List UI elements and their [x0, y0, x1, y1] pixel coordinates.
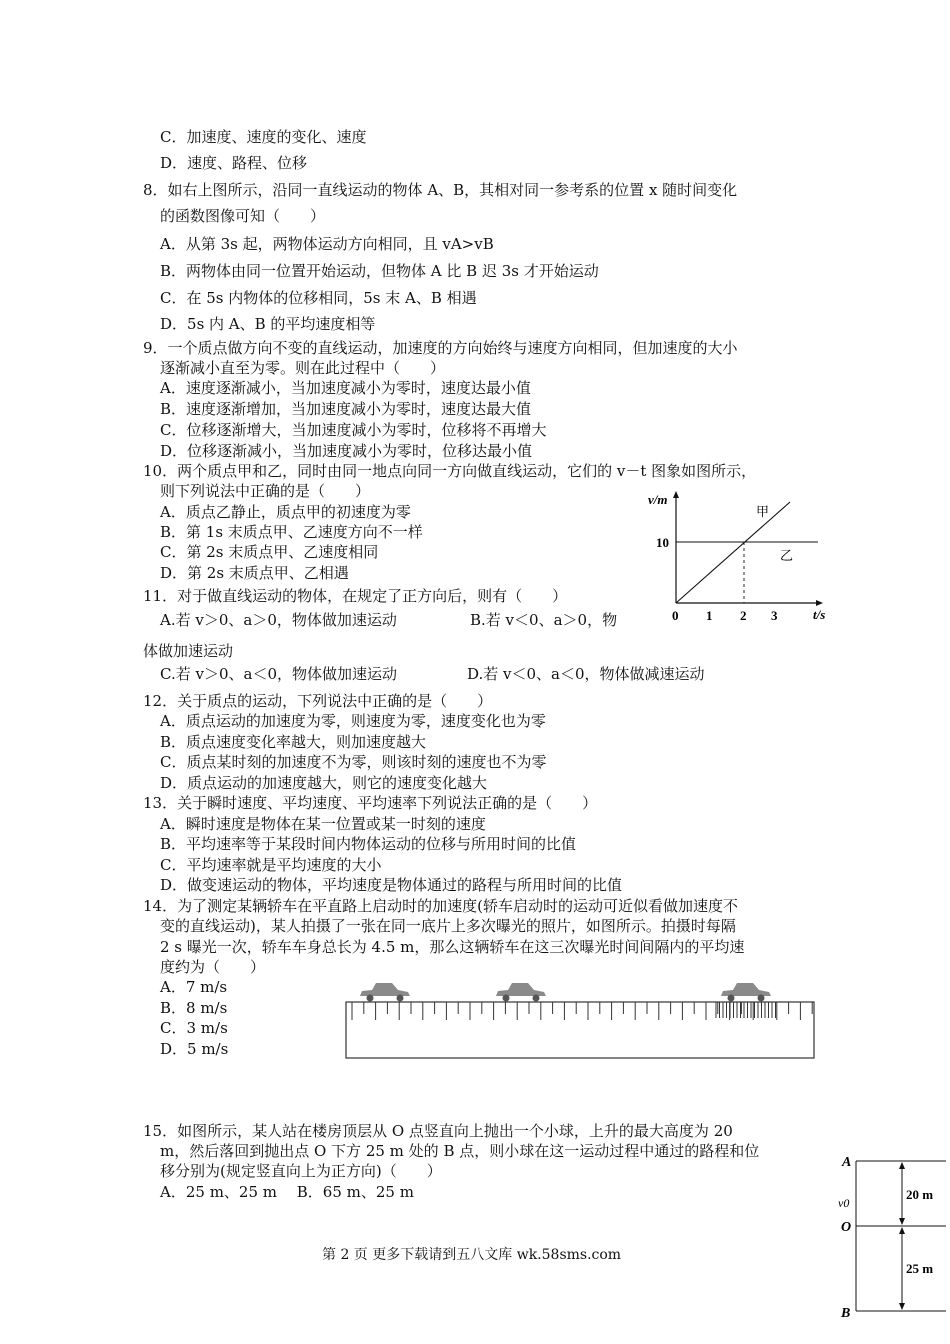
q11-option-b-cont: 体做加速运动 — [143, 642, 234, 660]
q10-stem-line1: 10．两个质点甲和乙，同时由同一地点向同一方向做直线运动，它们的 v－t 图象如图所示， — [143, 462, 757, 480]
q10-option-a: A．质点乙静止，质点甲的初速度为零 — [160, 503, 411, 521]
q14-car-2 — [496, 983, 546, 1002]
q15-label-b: B — [841, 1306, 851, 1321]
q10-option-c: C．第 2s 末质点甲、乙速度相同 — [160, 543, 379, 561]
q9-stem-line2: 逐渐减小直至为零。则在此过程中（ ） — [160, 359, 446, 377]
q10-x-tick-2: 2 — [740, 608, 747, 623]
q10-x-tick-1: 1 — [706, 608, 713, 623]
q13-stem: 13．关于瞬时速度、平均速度、平均速率下列说法正确的是（ ） — [143, 794, 598, 812]
q9-stem-line1: 9．一个质点做方向不变的直线运动，加速度的方向始终与速度方向相同，但加速度的大小 — [143, 339, 738, 357]
q9-option-b: B．速度逐渐增加，当加速度减小为零时，速度达最大值 — [160, 400, 532, 418]
q14-ruler-ticks — [352, 1002, 812, 1020]
q15-stem-line2: m，然后落回到抛出点 O 下方 25 m 处的 B 点，则小球在这一运动过程中通过的路程和位 — [160, 1142, 760, 1160]
q14-stem-line1: 14．为了测定某辆轿车在平直路上启动时的加速度(轿车启动时的运动可近似看做加速度不 — [143, 897, 738, 915]
q10-x-tick-3: 3 — [771, 608, 778, 623]
q10-y-axis-label: v/m — [648, 492, 668, 507]
q8-stem-line1: 8．如右上图所示，沿同一直线运动的物体 A、B，其相对同一参考系的位置 x 随时间变化 — [143, 181, 738, 199]
q15-dim-bottom-arrow-up — [899, 1227, 905, 1234]
q10-vt-graph — [640, 490, 840, 625]
q15-label-v0: v0 — [838, 1196, 850, 1210]
q10-y-tick-10: 10 — [656, 535, 669, 550]
q10-x-axis-label: t/s — [813, 607, 826, 622]
q9-option-a: A．速度逐渐减小，当加速度减小为零时，速度达最小值 — [160, 379, 531, 397]
q14-car-3 — [721, 983, 771, 1002]
q8-stem-line2: 的函数图像可知（ ） — [160, 207, 326, 225]
q13-option-b: B．平均速率等于某段时间内物体运动的位移与所用时间的比值 — [160, 835, 577, 853]
q15-dim-top-arrow-down — [899, 1218, 905, 1225]
q8-option-a: A．从第 3s 起，两物体运动方向相同，且 vA>vB — [160, 235, 494, 253]
q15-height-figure — [830, 1150, 948, 1325]
q14-stem-line2: 变的直线运动)，某人拍摄了一张在同一底片上多次曝光的照片，如图所示。拍摄时每隔 — [160, 917, 736, 935]
prev-option-c: C．加速度、速度的变化、速度 — [160, 128, 367, 146]
q14-option-a: A．7 m/s — [160, 978, 228, 996]
q8-option-c: C．在 5s 内物体的位移相同，5s 末 A、B 相遇 — [160, 289, 477, 307]
q15-dist-bottom: 25 m — [906, 1261, 934, 1276]
q11-option-c: C.若 v＞0、a＜0，物体做加速运动 — [160, 665, 397, 683]
q10-series-yi-label: 乙 — [780, 548, 794, 563]
q12-stem: 12．关于质点的运动，下列说法中正确的是（ ） — [143, 692, 493, 710]
q15-options-ab: A．25 m、25 m B．65 m、25 m — [160, 1183, 414, 1201]
q12-option-c: C．质点某时刻的加速度不为零，则该时刻的速度也不为零 — [160, 753, 547, 771]
q10-option-d: D．第 2s 末质点甲、乙相遇 — [160, 564, 349, 582]
q10-series-jia-label: 甲 — [756, 504, 770, 519]
q12-option-b: B．质点速度变化率越大，则加速度越大 — [160, 733, 427, 751]
q14-ruler-dense-ticks — [716, 1002, 776, 1018]
q12-option-a: A．质点运动的加速度为零，则速度为零，速度变化也为零 — [160, 712, 546, 730]
prev-option-d: D．速度、路程、位移 — [160, 154, 308, 172]
q14-option-c: C．3 m/s — [160, 1019, 228, 1037]
q11-stem-line1: 11．对于做直线运动的物体，在规定了正方向后，则有（ ） — [143, 587, 568, 605]
q14-option-b: B．8 m/s — [160, 999, 228, 1017]
q14-car-1 — [360, 983, 410, 1002]
q13-option-c: C．平均速率就是平均速度的大小 — [160, 856, 382, 874]
page-footer: 第 2 页 更多下载请到五八文库 wk.58sms.com — [322, 1247, 622, 1263]
q10-series-jia-line — [676, 502, 790, 603]
q11-option-a: A.若 v＞0、a＞0，物体做加速运动 — [160, 611, 397, 629]
q8-option-b: B．两物体由同一位置开始运动，但物体 A 比 B 迟 3s 才开始运动 — [160, 262, 599, 280]
q8-option-d: D．5s 内 A、B 的平均速度相等 — [160, 315, 376, 333]
q15-dim-top-arrow-up — [899, 1162, 905, 1169]
q14-option-d: D．5 m/s — [160, 1040, 229, 1058]
q15-dist-top: 20 m — [906, 1187, 934, 1202]
q13-option-a: A．瞬时速度是物体在某一位置或某一时刻的速度 — [160, 815, 486, 833]
q15-label-a: A — [842, 1155, 852, 1170]
q15-stem-line1: 15．如图所示，某人站在楼房顶层从 O 点竖直向上抛出一个小球，上升的最大高度为 20 — [143, 1122, 733, 1140]
q15-dim-bottom-arrow-down — [899, 1303, 905, 1310]
q15-label-o: O — [841, 1220, 852, 1235]
q12-option-d: D．质点运动的加速度越大，则它的速度变化越大 — [160, 774, 488, 792]
q14-stem-line4: 度约为（ ） — [160, 958, 266, 976]
q10-x-arrow — [816, 600, 823, 606]
q10-x-tick-0: 0 — [672, 608, 679, 623]
q15-stem-line3: 移分别为(规定竖直向上为正方向)（ ） — [160, 1162, 442, 1180]
q9-option-d: D．位移逐渐减小，当加速度减小为零时，位移达最小值 — [160, 442, 533, 460]
q11-option-b: B.若 v＜0、a＞0，物 — [470, 611, 618, 629]
q10-option-b: B．第 1s 末质点甲、乙速度方向不一样 — [160, 523, 423, 541]
q13-option-d: D．做变速运动的物体，平均速度是物体通过的路程与所用时间的比值 — [160, 876, 623, 894]
q9-option-c: C．位移逐渐增大，当加速度减小为零时，位移将不再增大 — [160, 421, 547, 439]
q10-stem-line2: 则下列说法中正确的是（ ） — [160, 482, 371, 500]
q11-option-d: D.若 v＜0、a＜0，物体做减速运动 — [467, 665, 705, 683]
q14-car-ruler-figure — [340, 974, 820, 1062]
q10-y-arrow — [673, 491, 679, 498]
q14-stem-line3: 2 s 曝光一次，轿车车身总长为 4.5 m，那么这辆轿车在这三次曝光时间间隔内的平均速 — [160, 938, 745, 956]
